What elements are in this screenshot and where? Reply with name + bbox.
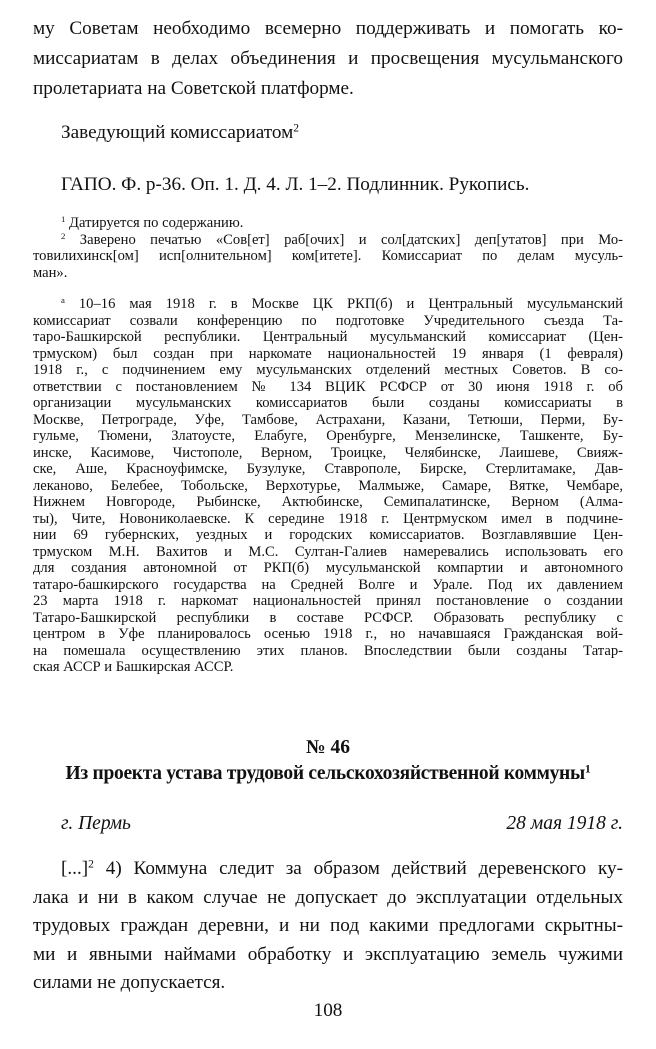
footnote-text: товилихинск[ом] исп[олнительном] ком[итете]. Комиссариат по делам мусуль- — [33, 248, 623, 264]
body-line — [33, 855, 623, 884]
footnote-line: трмуском М.Н. Вахитов и М.С. Султан-Галиев намеревались использовать его — [33, 543, 623, 560]
document-date: 28 мая 1918 г. — [506, 813, 623, 834]
footnote-line: Москве, Петрограде, Уфе, Тамбове, Астрахани, Казани, Тетюши, Перми, Бу- — [33, 411, 623, 428]
omission-mark: [...] — [61, 858, 89, 879]
footnote-marker: 1 — [61, 214, 66, 225]
page-number: 108 — [313, 1000, 343, 1021]
footnote-marker: 1 — [584, 762, 591, 776]
signature-line — [61, 122, 299, 144]
footnote-2 — [33, 232, 623, 249]
footnote-line: на помешала осуществлению этих планов. Впоследствии были созданы Татар- — [33, 642, 623, 659]
footnote-line: татаро-башкирского государства на Средней Волге и Урале. Под их давлением — [33, 576, 623, 593]
footnote-line: трмуском) был создан при наркомате национальностей 19 января (1 февраля) — [33, 345, 623, 362]
footnote-line — [33, 296, 623, 313]
footnote-text: Датируется по содержанию. — [69, 215, 244, 231]
footnote-line: ская АССР и Башкирская АССР. — [33, 659, 234, 675]
footnote-text: Заверено печатью «Сов[ет] раб[очих] и сол[датских] деп[утатов] при Мо- — [79, 231, 624, 248]
continuation-paragraph — [33, 14, 623, 104]
document-body — [33, 855, 623, 998]
document-place: г. Пермь — [61, 813, 131, 834]
numbered-footnotes — [33, 215, 623, 281]
footnote-text: 10–16 мая 1918 г. в Москве ЦК РКП(б) и Центральный мусульманский — [78, 296, 623, 312]
footnote-line: леканово, Белебее, Тобольске, Верхотурье, Малмыже, Самаре, Вятке, Чембаре, — [33, 477, 623, 494]
document-number: № 46 — [306, 737, 350, 758]
footnote-line: ске, Аше, Красноуфимске, Бузулуке, Ставрополе, Бирске, Стерлитамаке, Дав- — [33, 461, 623, 477]
footnote-line: 23 марта 1918 г. наркомат национальностей принял постановление о создании — [33, 593, 623, 609]
body-line: трудовых граждан деревни, и ни под какими предлогами скрытны- — [33, 915, 623, 936]
footnote-line: таро-Башкирской республики. Центральный мусульманский комиссариат (Цен- — [33, 329, 623, 345]
document-title-text: Из проекта устава трудовой сельскохозяйственной коммуны — [65, 763, 585, 784]
footnote-text: ман». — [33, 264, 68, 281]
footnote-1 — [33, 215, 623, 232]
footnote-line: ты), Чите, Новониколаевске. К середине 1918 г. Центрмуском имел в подчине- — [33, 510, 623, 527]
body-line: ми и явными наймами обработку и эксплуатацию земель чужими — [33, 943, 623, 965]
text-line: миссариатам в делах объединения и просвещения мусульманского — [33, 48, 623, 69]
footnote-marker: 2 — [61, 230, 66, 241]
lettered-footnote — [33, 296, 623, 676]
footnote-line: центром в Уфе планировалось осенью 1918 г., но начавшаяся Гражданская вой- — [33, 626, 623, 642]
text-line: му Советам необходимо всемерно поддерживать и помогать ко- — [33, 18, 623, 39]
footnote-line: инске, Касимове, Чистополе, Верном, Троицке, Челябинске, Лаишеве, Свияж- — [33, 444, 623, 461]
footnote-marker: 2 — [88, 858, 94, 871]
footnote-line: для создания автономной от РКП(б) мусульманской компартии и автономного — [33, 560, 623, 576]
footnote-marker: 2 — [293, 122, 300, 135]
footnote-marker: а — [61, 295, 65, 306]
footnote-line: Нижнем Новгороде, Рыбинске, Актюбинске, Семипалатинске, Верном (Алма- — [33, 494, 623, 510]
footnote-line: гульме, Тюмени, Златоусте, Елабуге, Оренбурге, Мензелинске, Ташкенте, Бу- — [33, 428, 623, 444]
body-text: 4) Коммуна следит за образом действий деревенского ку- — [93, 858, 623, 879]
footnote-line: ответствии с постановлением № 134 ВЦИК РСФСР от 30 июня 1918 г. об — [33, 378, 623, 395]
body-line: силами не допускается. — [33, 972, 226, 993]
signature-text: Заведующий комиссариатом — [61, 122, 294, 143]
footnote-line: Татаро-Башкирской республики в составе РСФСР. Образовать республику с — [33, 609, 623, 626]
document-title — [0, 763, 656, 785]
footnote-line: нии 69 губернских, уездных и городских комиссариатов. Возглавлявшие Цен- — [33, 527, 623, 543]
footnote-line: организации мусульманских комиссариатов были созданы комиссариаты в — [33, 395, 623, 411]
footnote-line: комиссариат созвали конференцию по подготовке Учредительного съезда Та- — [33, 312, 623, 329]
body-line: лака и ни в каком случае не допускает до эксплуатации отдельных — [33, 886, 623, 908]
text-line: пролетариата на Советской платформе. — [33, 78, 354, 99]
footnote-line: 1918 г., с подчинением ему мусульманских отделений местных Советов. В со- — [33, 362, 623, 378]
archive-reference: ГАПО. Ф. р-36. Оп. 1. Д. 4. Л. 1–2. Подлинник. Рукопись. — [61, 174, 530, 195]
